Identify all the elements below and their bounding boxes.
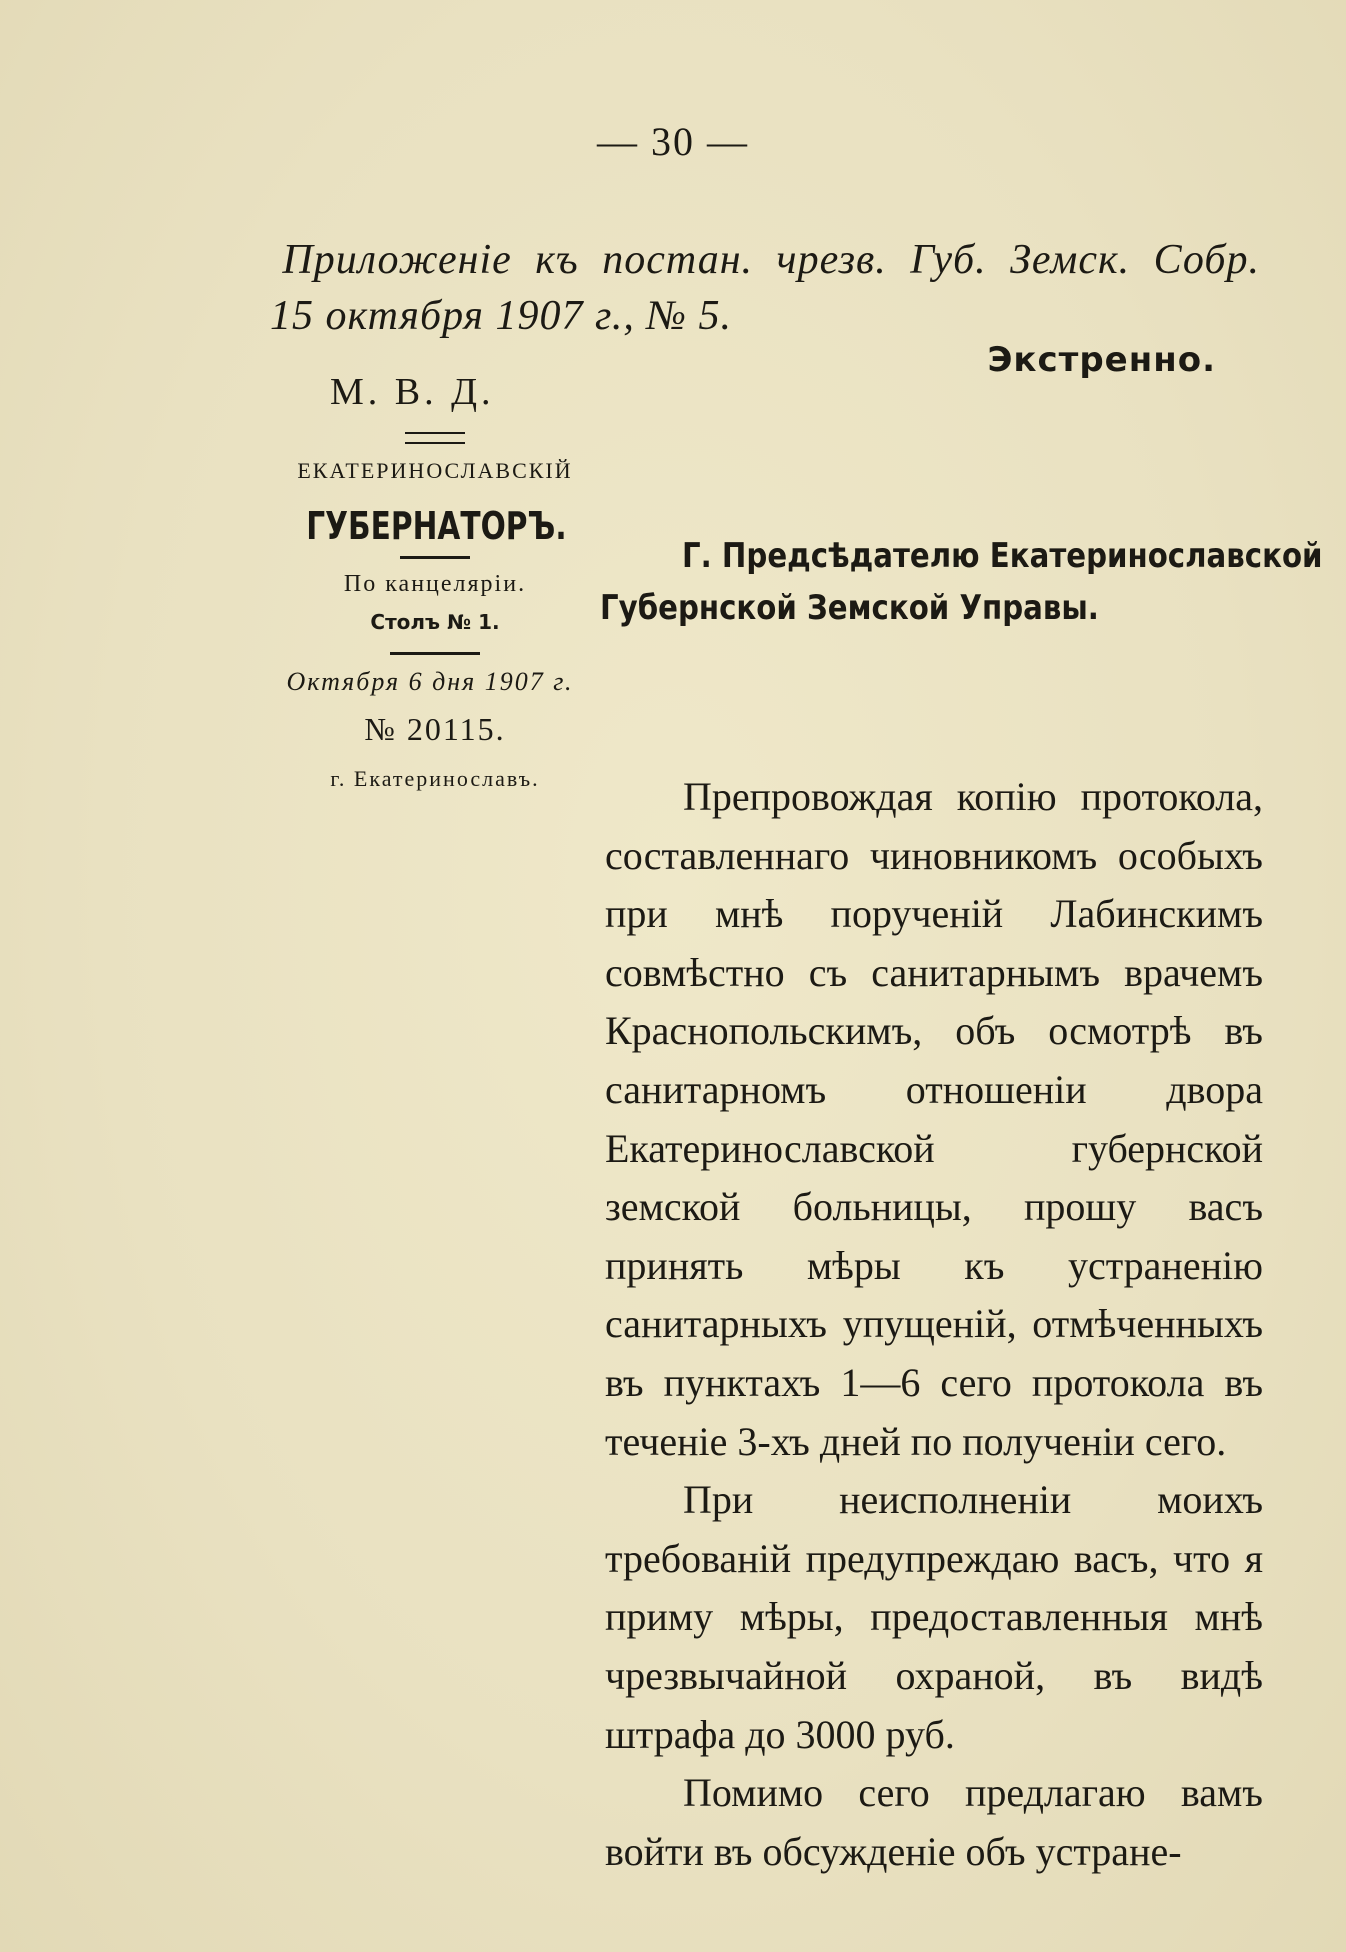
urgent-mark: Экстренно. (987, 340, 1216, 380)
appendix-note (270, 232, 1260, 344)
document-number: № 20115. (364, 711, 506, 747)
place-label: г. Екатеринославъ. (330, 766, 540, 791)
appendix-note-line-2: 15 октября 1907 г., № 5. (270, 293, 732, 339)
letterhead (270, 370, 600, 792)
long-divider (390, 652, 480, 655)
ministry-label: М. В. Д. (330, 371, 495, 413)
addressee (600, 530, 1323, 634)
letter-date: Октября 6 дня 1907 г. (286, 667, 574, 696)
governor-title: ГУБЕРНАТОРЪ. (306, 504, 567, 548)
chancellery-label: По канцеляріи. (343, 571, 527, 597)
page-number: — 30 — (597, 119, 749, 164)
appendix-note-line-1: Приложеніе къ постан. чрезв. Губ. Земск. Собр. (282, 237, 1260, 283)
addressee-line-1: Г. Предсѣдателю Екатеринославской (682, 536, 1323, 576)
body-paragraph-1: Препровождая копію протокола, составленнаго чиновникомъ особыхъ при мнѣ порученій Лабинскимъ совмѣстно съ санитарнымъ врачемъ Краснопольскимъ, объ осмотрѣ въ санитарномъ отношеніи двора Екатеринославской губернской земской больницы, прошу васъ принять мѣры къ устраненію санитарныхъ упущеній, отмѣченныхъ въ пунктахъ 1—6 сего протокола въ теченіе 3-хъ дней по полученіи сего. (605, 774, 1263, 1464)
addressee-line-2: Губернской Земской Управы. (600, 588, 1099, 628)
body-paragraph-2: При неисполненіи моихъ требованій предупреждаю васъ, что я приму мѣры, предоставленныя мнѣ чрезвычайной охраной, въ видѣ штрафа до 3000 руб. (605, 1477, 1263, 1757)
body-paragraph-3: Помимо сего предлагаю вамъ войти въ обсужденіе объ устране- (605, 1770, 1263, 1874)
governorate-label: ЕКАТЕРИНОСЛАВСКІЙ (297, 458, 573, 483)
desk-label: Столъ № 1. (370, 610, 500, 634)
letter-body (605, 768, 1263, 1881)
short-divider (400, 556, 470, 559)
ornament-divider (405, 432, 465, 444)
